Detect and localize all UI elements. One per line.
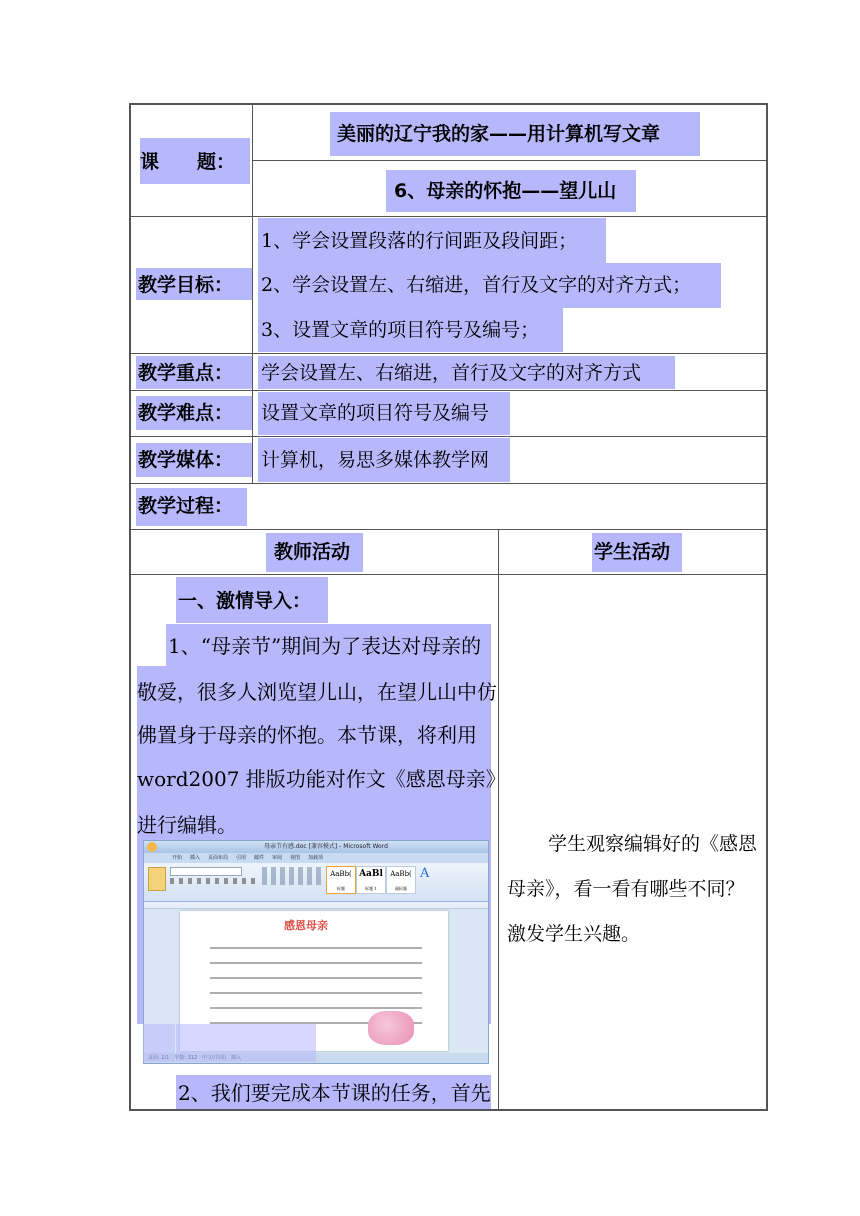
ribbon-tab: 插入 bbox=[190, 855, 201, 861]
media-value: 计算机，易思多媒体教学网 bbox=[261, 449, 490, 471]
para1-line-5: 进行编辑。 bbox=[137, 813, 237, 837]
ribbon-tab: 加载项 bbox=[308, 855, 324, 861]
activity-column-divider bbox=[498, 529, 499, 1110]
style-heading1 bbox=[356, 866, 386, 894]
para1-line-4: word2007 排版功能对作文《感恩母亲》 bbox=[137, 767, 506, 791]
style-name: 副标题 bbox=[395, 886, 407, 891]
style-subtitle bbox=[386, 866, 416, 894]
unit-title: 美丽的辽宁我的家——用计算机写文章 bbox=[337, 123, 661, 145]
office-button-icon bbox=[147, 842, 157, 852]
section1-heading: 一、激情导入： bbox=[178, 590, 312, 612]
goal-item-1: 1、学会设置段落的行间距及段间距； bbox=[261, 230, 578, 252]
paragraph-tools bbox=[262, 867, 322, 885]
difficulty-label: 教学难点： bbox=[138, 402, 234, 424]
row-line-3 bbox=[129, 390, 767, 391]
ribbon-tab: 邮件 bbox=[254, 855, 265, 861]
teacher-column-header: 教师活动 bbox=[274, 541, 351, 563]
lesson-title: 6、母亲的怀抱——望儿山 bbox=[394, 180, 617, 202]
paste-icon bbox=[148, 867, 166, 891]
style-sample: AaBb( bbox=[390, 870, 412, 878]
row-line-5 bbox=[129, 483, 767, 484]
word-ruler bbox=[144, 902, 488, 909]
para1-line-2: 敬爱，很多人浏览望儿山，在望儿山中仿 bbox=[137, 680, 497, 704]
row-line-7 bbox=[129, 574, 767, 575]
word-ribbon-tabs bbox=[144, 853, 488, 863]
table-border-right bbox=[766, 103, 768, 1111]
student-line-2: 母亲》，看一看有哪些不同？ bbox=[507, 878, 745, 900]
ribbon-tab: 开始 bbox=[172, 855, 183, 861]
row-line-6 bbox=[129, 529, 767, 530]
style-sample: AaBl bbox=[359, 869, 383, 879]
style-sample: AaBb( bbox=[330, 870, 352, 878]
word-ribbon bbox=[144, 863, 488, 902]
para2-line: 2、我们要完成本节课的任务，首先 bbox=[178, 1081, 491, 1105]
style-name: 标题 1 bbox=[365, 886, 377, 891]
mother-child-clipart bbox=[368, 1011, 414, 1045]
para1-line-1: 1、“母亲节”期间为了表达对母亲的 bbox=[168, 634, 482, 658]
topic-label: 课 题： bbox=[140, 151, 236, 173]
row-line-4 bbox=[129, 436, 767, 437]
key-point-label: 教学重点： bbox=[138, 362, 234, 384]
key-point-value: 学会设置左、右缩进，首行及文字的对齐方式 bbox=[261, 362, 642, 384]
style-normal bbox=[326, 866, 356, 894]
word-titlebar bbox=[144, 841, 488, 853]
row-line-2 bbox=[129, 353, 767, 354]
screenshot-overlay-left bbox=[143, 1024, 175, 1062]
table-border-top bbox=[129, 103, 767, 105]
student-line-1: 学生观察编辑好的《感恩 bbox=[548, 833, 758, 855]
goal-item-3: 3、设置文章的项目符号及编号； bbox=[261, 319, 540, 341]
change-styles-icon: A bbox=[420, 866, 430, 881]
difficulty-value: 设置文章的项目符号及编号 bbox=[261, 402, 490, 424]
student-column-header: 学生活动 bbox=[594, 541, 671, 563]
word-doc-title: 感恩母亲 bbox=[284, 919, 328, 932]
para1-line-3: 佛置身于母亲的怀抱。本节课，将利用 bbox=[137, 723, 477, 747]
ribbon-tab: 引用 bbox=[236, 855, 247, 861]
process-label: 教学过程： bbox=[138, 495, 234, 517]
row-line-1 bbox=[129, 216, 767, 217]
student-line-3: 激发学生兴趣。 bbox=[507, 923, 641, 945]
goal-item-2: 2、学会设置左、右缩进，首行及文字的对齐方式； bbox=[261, 274, 692, 296]
ribbon-tab: 视图 bbox=[290, 855, 301, 861]
table-border-left bbox=[129, 103, 131, 1111]
screenshot-overlay-mid bbox=[176, 1024, 316, 1062]
font-tools bbox=[170, 878, 260, 884]
media-label: 教学媒体： bbox=[138, 449, 234, 471]
font-name-box bbox=[170, 867, 242, 876]
style-name: 标题 bbox=[337, 886, 345, 891]
goals-label: 教学目标： bbox=[138, 274, 234, 296]
ribbon-tab: 页面布局 bbox=[208, 855, 229, 861]
row-line-title bbox=[252, 160, 767, 161]
word-window-title: 母亲节有感.doc [兼容模式] - Microsoft Word bbox=[264, 843, 388, 850]
ribbon-tab: 审阅 bbox=[272, 855, 283, 861]
